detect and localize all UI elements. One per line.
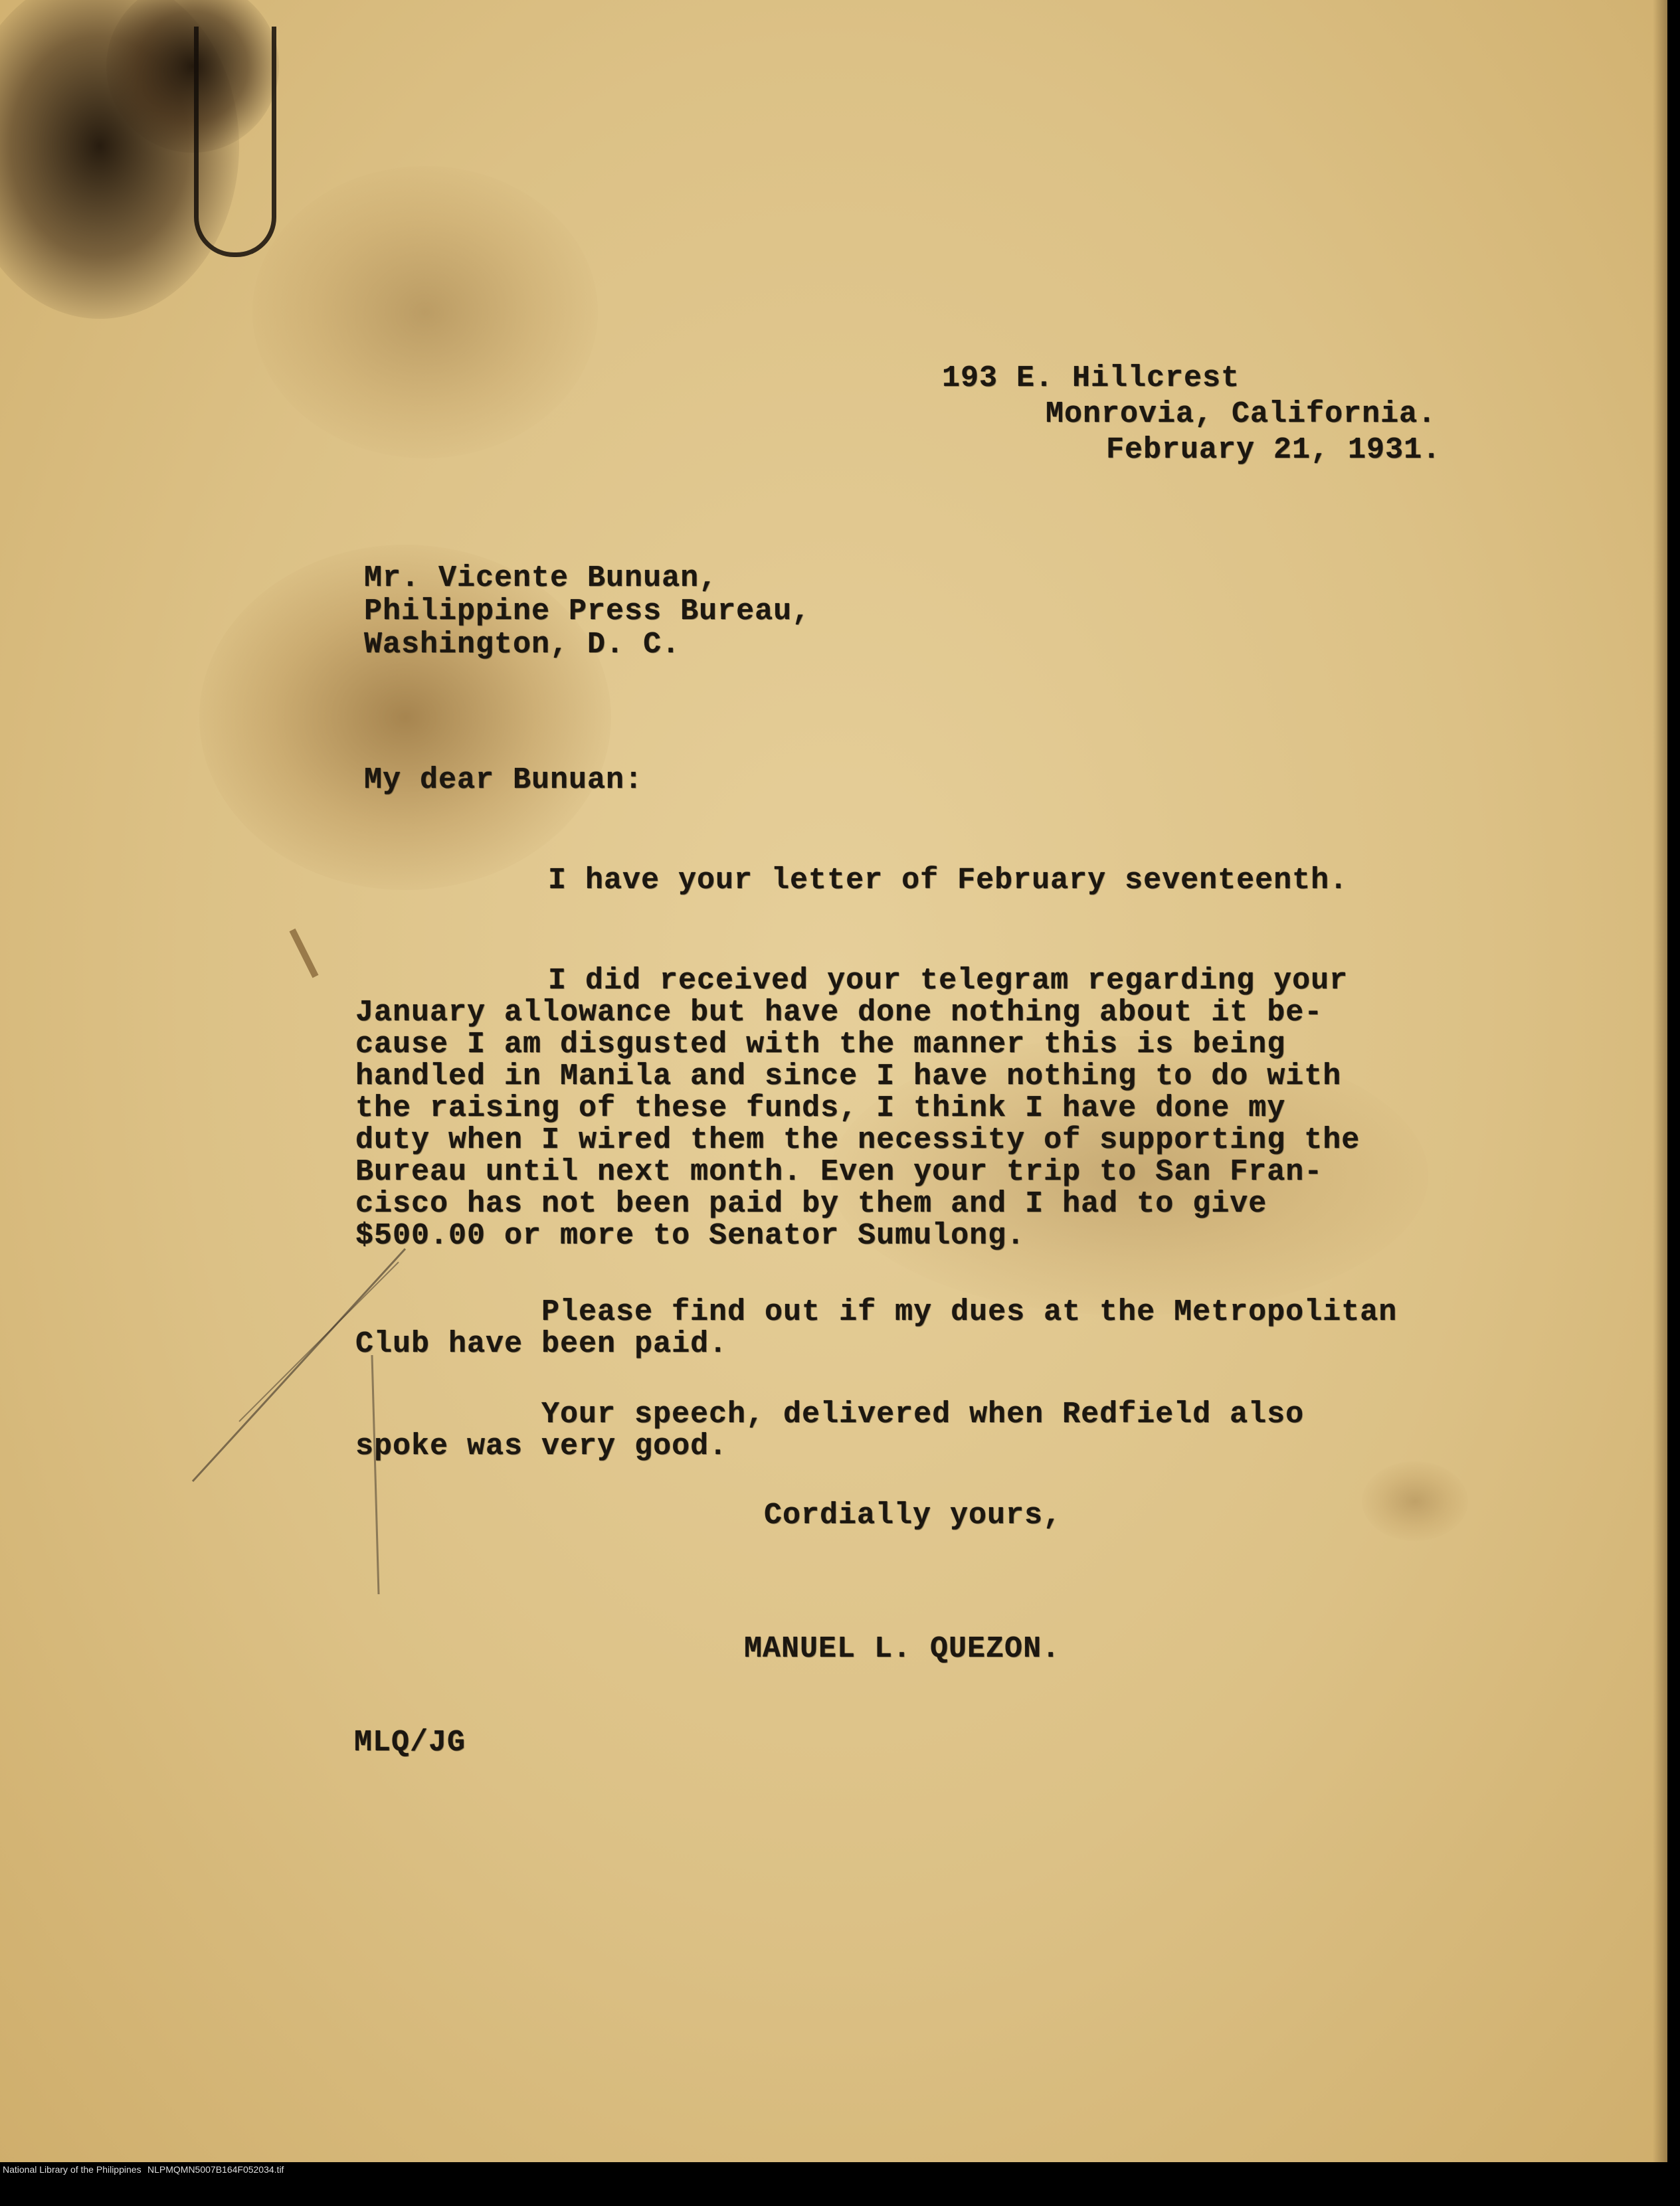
- paragraph-3: Please find out if my dues at the Metropolitan Club have been paid.: [355, 1265, 1397, 1360]
- paragraph-2-line-1: I did received your telegram regarding your: [355, 964, 1348, 998]
- paragraph-2: I did received your telegram regarding your January allowance but have done nothing about it be- cause I am disgusted with the manner this is being handled in Manila and since I have nothing to do with the raising of these funds, I think I have done my duty when I wired them the necessity of supporting the Bureau until next month. Even your trip to San Fran- cisco has not been paid by them and I had to give $500.00 or more to Senator Sumulong.: [355, 933, 1360, 1252]
- signature-block: MANUEL L. QUEZON.: [744, 1633, 1060, 1665]
- sender-address-line-1: 193 E. Hillcrest: [942, 363, 1240, 395]
- recipient-organization: Philippine Press Bureau,: [364, 596, 810, 628]
- closing: Cordially yours,: [764, 1500, 1062, 1532]
- recipient-name: Mr. Vicente Bunuan,: [364, 563, 717, 595]
- paragraph-4: Your speech, delivered when Redfield also spoke was very good.: [355, 1367, 1304, 1463]
- scan-footer: [0, 2162, 1680, 2177]
- footer-source: National Library of the Philippines: [3, 2162, 141, 2177]
- salutation: My dear Bunuan:: [364, 765, 643, 796]
- footer-filename: NLPMQMN5007B164F052034.tif: [147, 2162, 284, 2177]
- letter-date: February 21, 1931.: [1106, 434, 1441, 466]
- paragraph-1: I have your letter of February seventeenth.: [548, 865, 1348, 897]
- recipient-city: Washington, D. C.: [364, 629, 680, 661]
- sender-address-line-2: Monrovia, California.: [1046, 399, 1436, 430]
- typist-initials: MLQ/JG: [354, 1727, 466, 1759]
